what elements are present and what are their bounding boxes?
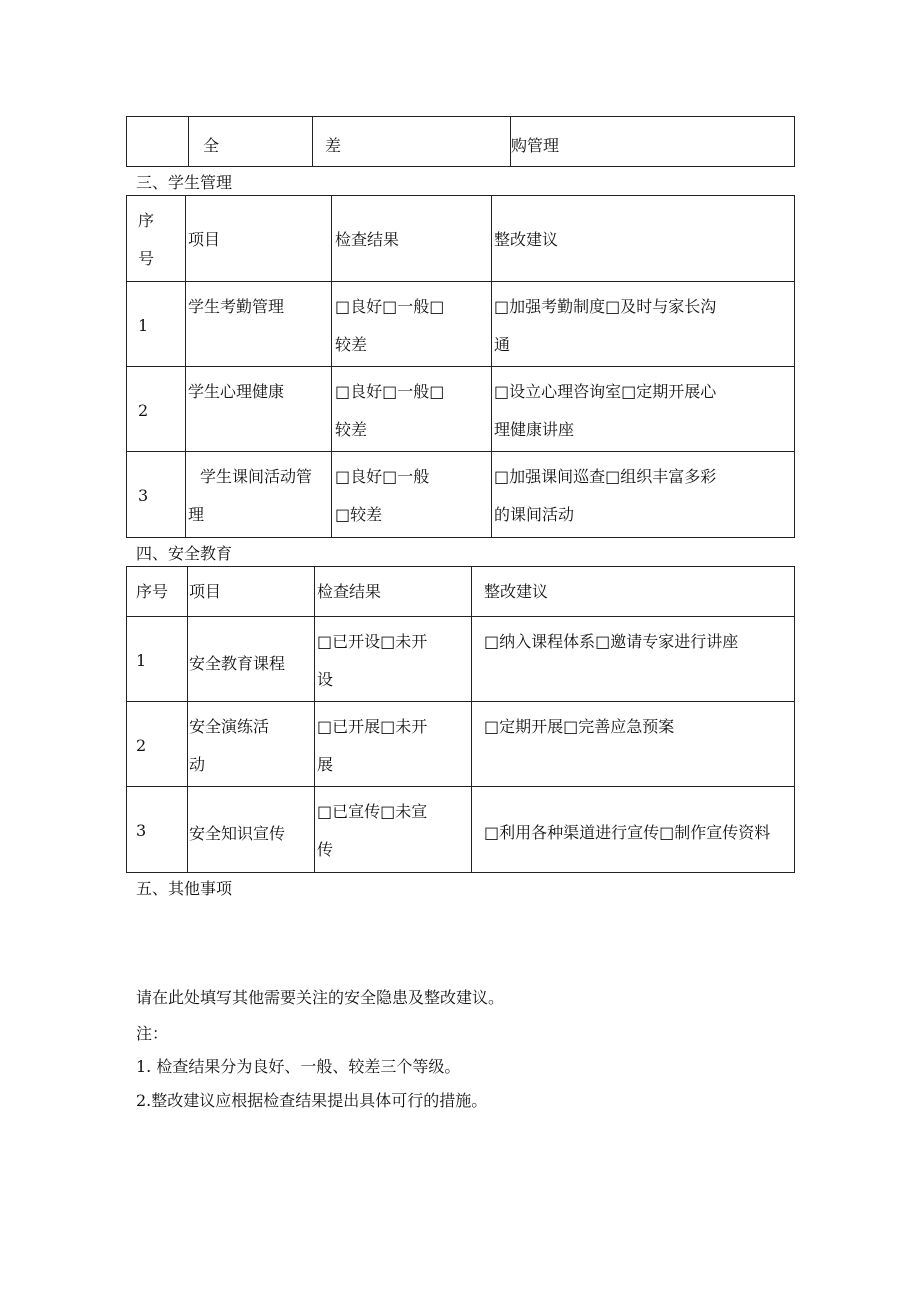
row-item: 安全教育课程 (188, 617, 315, 702)
table-row (127, 282, 795, 367)
row-no: 2 (127, 367, 186, 452)
header-cell-no: 序号 (127, 567, 188, 617)
row-no: 3 (127, 787, 188, 873)
row-item: 安全演练活 动 (188, 702, 315, 787)
row-advice: □纳入课程体系□邀请专家进行讲座 (472, 617, 795, 702)
header-cell-advice: 整改建议 (492, 196, 795, 282)
header-cell-no: 序 号 (127, 196, 186, 282)
row-advice: □设立心理咨询室□定期开展心 理健康讲座 (492, 367, 795, 452)
safety-education-table (126, 566, 795, 873)
row-advice: □加强课间巡查□组织丰富多彩 的课间活动 (492, 452, 795, 538)
table-row (127, 367, 795, 452)
row-advice: □加强考勤制度□及时与家长沟 通 (492, 282, 795, 367)
fragment-cell-empty (127, 117, 189, 167)
note-item: 2.整改建议应根据检查结果提出具体可行的措施。 (136, 1091, 488, 1110)
row-no: 3 (127, 452, 186, 538)
row-result: □良好□一般□ 较差 (332, 367, 492, 452)
header-cell-item: 项目 (186, 196, 332, 282)
row-result: □已开展□未开 展 (315, 702, 472, 787)
row-no: 1 (127, 282, 186, 367)
table-row (127, 617, 795, 702)
table-row (127, 787, 795, 873)
row-result: □已开设□未开 设 (315, 617, 472, 702)
header-cell-result: 检查结果 (332, 196, 492, 282)
note-item: 1. 检查结果分为良好、一般、较差三个等级。 (136, 1057, 461, 1076)
row-result: □已宣传□未宣 传 (315, 787, 472, 873)
row-no: 1 (127, 617, 188, 702)
header-cell-advice: 整改建议 (472, 567, 795, 617)
header-cell-item: 项目 (188, 567, 315, 617)
row-advice: □定期开展□完善应急预案 (472, 702, 795, 787)
row-item: 学生心理健康 (186, 367, 332, 452)
fragment-cell: 差 (313, 117, 511, 167)
fragment-cell: 购管理 (511, 117, 795, 167)
section-heading-student-management: 三、学生管理 (136, 173, 233, 192)
row-item: 安全知识宣传 (188, 787, 315, 873)
fragment-cell: 全 (189, 117, 313, 167)
table-header-row (127, 196, 795, 282)
other-matters-text: 请在此处填写其他需要关注的安全隐患及整改建议。 (136, 988, 505, 1007)
row-no: 2 (127, 702, 188, 787)
student-management-table (126, 195, 795, 538)
table-header-row (127, 567, 795, 617)
section-heading-other-matters: 五、其他事项 (136, 879, 233, 898)
row-result: □良好□一般 □较差 (332, 452, 492, 538)
top-fragment-table (126, 116, 795, 167)
notes-title: 注： (136, 1024, 169, 1043)
row-item: 学生考勤管理 (186, 282, 332, 367)
table-row (127, 452, 795, 538)
table-row (127, 702, 795, 787)
row-item: 学生课间活动管 理 (186, 452, 332, 538)
section-heading-safety-education: 四、安全教育 (136, 544, 233, 563)
header-cell-result: 检查结果 (315, 567, 472, 617)
row-result: □良好□一般□ 较差 (332, 282, 492, 367)
row-advice: □利用各种渠道进行宣传□制作宣传资料 (472, 787, 795, 873)
